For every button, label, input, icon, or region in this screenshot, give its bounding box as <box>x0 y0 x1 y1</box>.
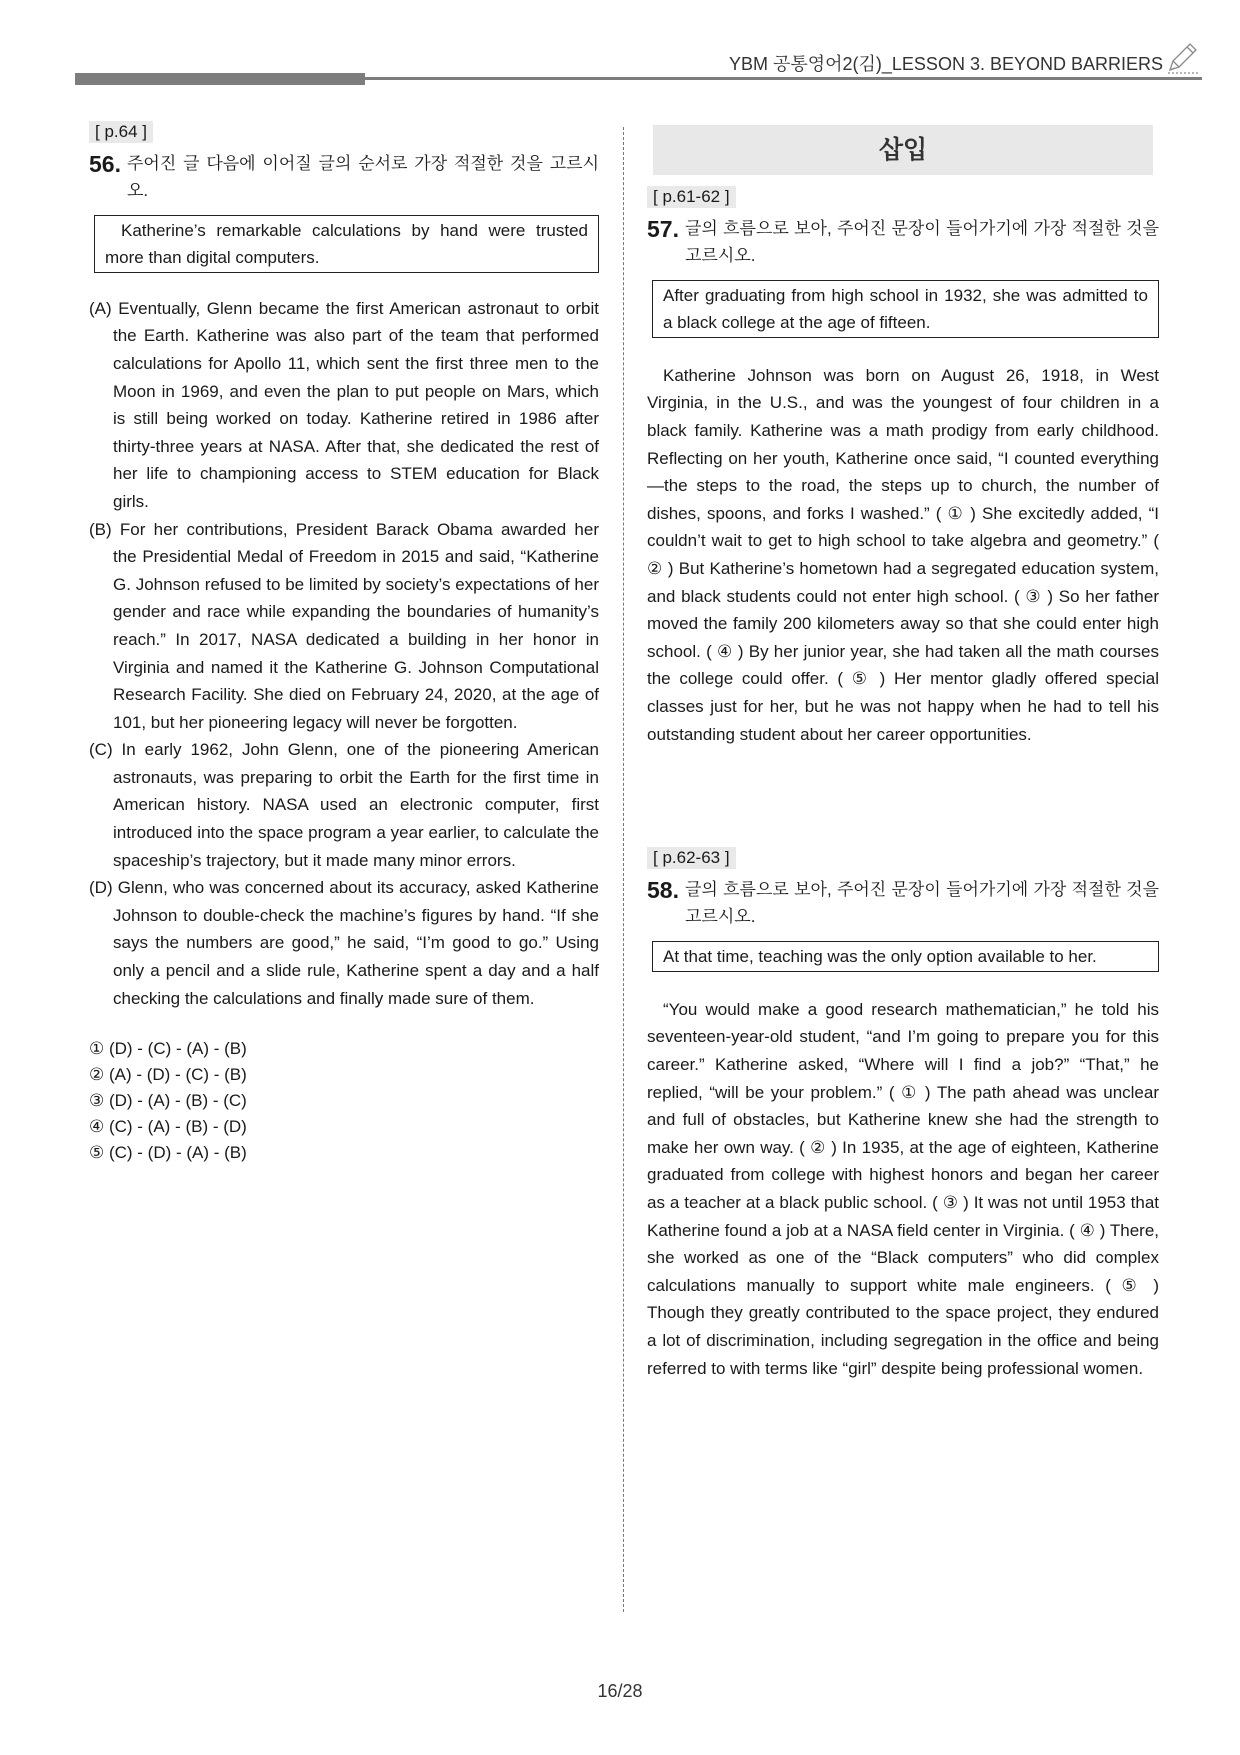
page-reference: [ p.64 ] <box>89 121 153 143</box>
question-prompt: 글의 흐름으로 보아, 주어진 문장이 들어가기에 가장 적절한 것을 고르시오. <box>685 218 1159 266</box>
given-sentence-box <box>94 215 599 273</box>
question-header <box>647 876 1159 931</box>
answer-choice-5[interactable]: ⑤ (C) - (D) - (A) - (B) <box>89 1143 247 1163</box>
given-sentence: Katherine’s remarkable calculations by hand were trusted more than digital computers. <box>105 220 588 267</box>
header-rule-thin <box>365 77 1202 80</box>
given-sentence-box <box>652 280 1159 338</box>
question-header <box>647 215 1159 270</box>
passage-item-c: (C) In early 1962, John Glenn, one of the pioneering American astronauts, was preparing to orbit the Earth for the first time in American history. NASA used an electronic computer, first introduced into the space program a year earlier, to calculate the spaceship’s trajectory, but it made many minor errors. <box>89 740 599 870</box>
passage-text: Katherine Johnson was born on August 26, 1918, in West Virginia, in the U.S., and was the youngest of four children in a black family. Katherine was a math prodigy from early childhood. Reflecting on her youth, Katherine once said, “I counted everything—the steps to the road, the steps up to church, the number of dishes, spoons, and forks I washed.” ( ① ) She excitedly added, “I couldn’t wait to get to high school to take algebra and geometry.” ( ② ) But Katherine’s hometown had a segregated education system, and black students could not enter high school. ( ③ ) So her father moved the family 200 kilometers away so that she could enter high school. ( ④ ) By her junior year, she had taken all the math courses the college could offer. ( ⑤ ) Her mentor gladly offered special classes just for her, but he was not happy when he had to tell his outstanding student about her career opportunities. <box>647 365 1159 744</box>
page-reference: [ p.61-62 ] <box>647 186 736 208</box>
question-prompt: 글의 흐름으로 보아, 주어진 문장이 들어가기에 가장 적절한 것을 고르시오. <box>685 879 1159 927</box>
question-number: 58. <box>647 876 679 903</box>
page-reference: [ p.62-63 ] <box>647 847 736 869</box>
question-56 <box>89 118 599 1166</box>
question-number: 57. <box>647 215 679 242</box>
right-column <box>647 125 1159 1382</box>
passage-item-a: (A) Eventually, Glenn became the first American astronaut to orbit the Earth. Katherine was also part of the team that performed calculations for Apollo 11, which sent the first three men to the Moon in 1969, and even the plan to put people on Mars, which is still being worked on today. Katherine retired in 1986 after thirty-three years at NASA. After that, she dedicated the rest of her life to championing access to STEM education for Black girls. <box>89 298 599 511</box>
header-rule-thick <box>75 73 365 85</box>
given-sentence: At that time, teaching was the only option available to her. <box>663 946 1097 966</box>
question-prompt: 주어진 글 다음에 이어질 글의 순서로 가장 적절한 것을 고르시오. <box>127 153 599 201</box>
given-sentence-box <box>652 941 1159 972</box>
question-number: 56. <box>89 150 121 177</box>
question-57 <box>647 183 1159 748</box>
answer-choice-2[interactable]: ② (A) - (D) - (C) - (B) <box>89 1065 247 1085</box>
page-number: 16/28 <box>597 1681 643 1701</box>
document-header-title: YBM 공통영어2(김)_LESSON 3. BEYOND BARRIERS <box>728 54 1163 74</box>
answer-choice-3[interactable]: ③ (D) - (A) - (B) - (C) <box>89 1091 247 1111</box>
passage-item-b: (B) For her contributions, President Barack Obama awarded her the Presidential Medal of Freedom in 2015 and said, “Katherine G. Johnson refused to be limited by society’s expectations of her gender and race while expanding the boundaries of humanity’s reach.” In 2017, NASA dedicated a building in her honor in Virginia and named it the Katherine G. Johnson Computational Research Facility. She died on February 24, 2020, at the age of 101, but her pioneering legacy will never be forgotten. <box>89 519 599 732</box>
question-58 <box>647 844 1159 1382</box>
answer-choice-4[interactable]: ④ (C) - (A) - (B) - (D) <box>89 1117 247 1137</box>
answer-choice-1[interactable]: ① (D) - (C) - (A) - (B) <box>89 1039 247 1059</box>
question-header <box>89 150 599 205</box>
passage-text: “You would make a good research mathematician,” he told his seventeen-year-old student, “and I’m going to prepare you for this career.” Katherine asked, “Where will I find a job?” “That,” he replied, “will be your problem.” ( ① ) The path ahead was unclear and full of obstacles, but Katherine knew she had the strength to make her own way. ( ② ) In 1935, at the age of eighteen, Katherine graduated from college with highest honors and began her career as a teacher at a black public school. ( ③ ) It was not until 1953 that Katherine found a job at a NASA field center in Virginia. ( ④ ) There, she worked as one of the “Black computers” who did complex calculations manually to support white male engineers. ( ⑤ ) Though they greatly contributed to the space project, they endured a lot of discrimination, including segregation in the office and being referred to with terms like “girl” despite being professional women. <box>647 999 1159 1378</box>
pencil-icon <box>1164 40 1200 76</box>
answer-choices <box>89 1036 599 1166</box>
column-divider <box>623 127 624 1612</box>
passage-item-d: (D) Glenn, who was concerned about its accuracy, asked Katherine Johnson to double-check the machine’s figures by hand. “If she says the numbers are good,” he said, “I’m good to go.” Using only a pencil and a slide rule, Katherine spent a day and a half checking the calculations and finally made sure of them. <box>89 878 599 1008</box>
passage-items <box>89 295 599 1012</box>
section-title: 삽입 <box>653 125 1153 175</box>
given-sentence: After graduating from high school in 1932, she was admitted to a black college at the age of fifteen. <box>663 285 1148 332</box>
